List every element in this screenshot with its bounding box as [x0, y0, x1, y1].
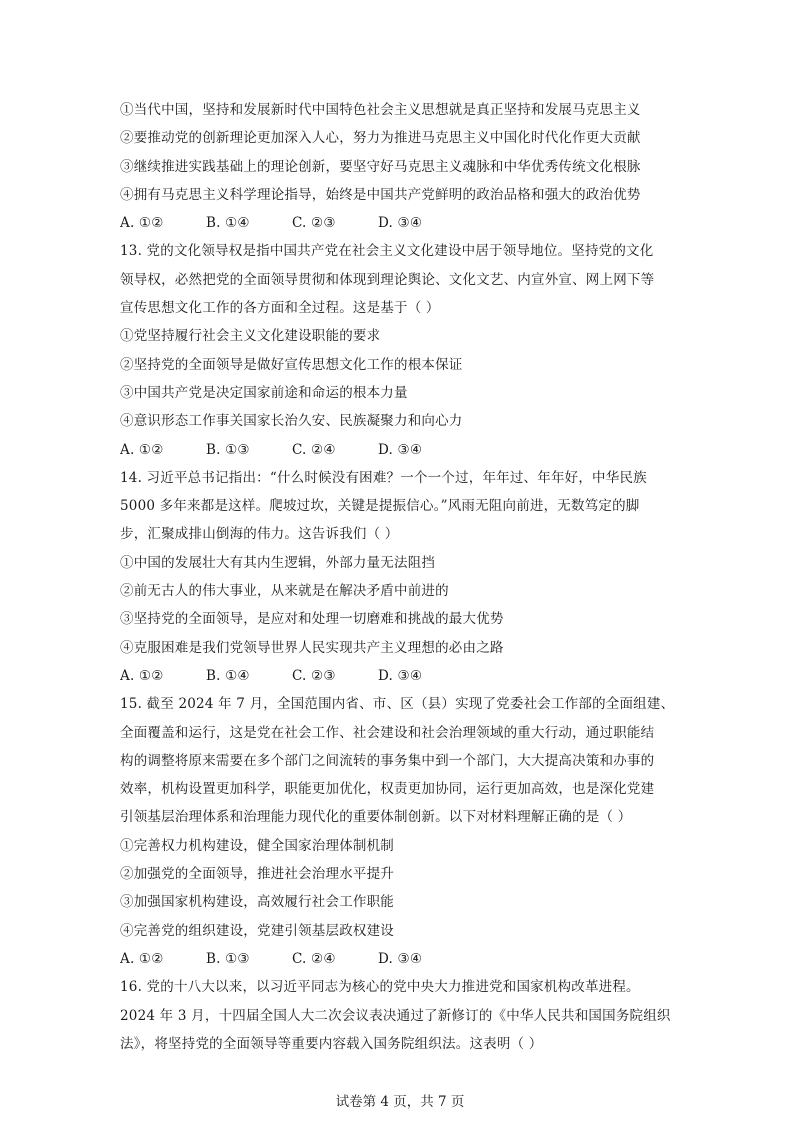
q12-item-2: ②要推动党的创新理论更加深入人心，努力为推进马克思主义中国化时代化作更大贡献	[120, 130, 641, 147]
q13-option-d: D. ③④	[378, 441, 423, 458]
q15-item-1: ①完善权力机构建设，健全国家治理体制机制	[120, 837, 394, 854]
q15-item-3: ③加强国家机构建设，高效履行社会工作职能	[120, 894, 394, 911]
q14-option-c: C. ②③	[292, 667, 336, 684]
q14-option-b: B. ①④	[206, 667, 250, 684]
q15-stem-4: 效率，机构设置更加科学，职能更加优化，权责更加协同，运行更加高效，也是深化党建	[120, 781, 655, 798]
q13-options	[120, 436, 690, 464]
q14-stem-2: 5000 多年来都是这样。爬坡过坎，关键是提振信心。”风雨无阻向前进，无数笃定的脚	[120, 498, 640, 515]
q15-option-d: D. ③④	[378, 950, 423, 967]
q12-options	[120, 209, 690, 237]
q14-options	[120, 662, 690, 690]
q12-option-d: D. ③④	[378, 215, 423, 232]
q13-stem-1: 13. 党的文化领导权是指中国共产党在社会主义文化建设中居于领导地位。坚持党的文化	[120, 243, 654, 260]
q15-options	[120, 945, 690, 973]
q13-item-3: ③中国共产党是决定国家前途和命运的根本力量	[120, 384, 408, 401]
q13-item-4: ④意识形态工作事关国家长治久安、民族凝聚力和向心力	[120, 413, 463, 430]
q13-stem-2: 领导权，必然把党的全面领导贯彻和体现到理论舆论、文化文艺、内宣外宣、网上网下等	[120, 271, 655, 288]
q14-option-d: D. ③④	[378, 667, 423, 684]
q13-item-2: ②坚持党的全面领导是做好宣传思想文化工作的根本保证	[120, 356, 463, 373]
q12-item-3: ③继续推进实践基础上的理论创新，要坚守好马克思主义魂脉和中华优秀传统文化根脉	[120, 158, 641, 175]
q15-stem-2: 全面覆盖和运行，这是党在社会工作、社会建设和社会治理领域的重大行动，通过职能结	[120, 724, 655, 741]
q14-item-2: ②前无古人的伟大事业，从来就是在解决矛盾中前进的	[120, 583, 449, 600]
page-footer: 试卷第 4 页，共 7 页	[335, 1094, 465, 1110]
q15-option-c: C. ②④	[292, 950, 336, 967]
q12-option-a: A. ①②	[120, 215, 164, 232]
q13-item-1: ①党坚持履行社会主义文化建设职能的要求	[120, 328, 381, 345]
q15-option-b: B. ①③	[206, 950, 250, 967]
q14-item-4: ④克服困难是我们党领导世界人民实现共产主义理想的必由之路	[120, 639, 504, 656]
q12-option-b: B. ①④	[206, 215, 250, 232]
q14-item-3: ③坚持党的全面领导，是应对和处理一切磨难和挑战的最大优势	[120, 611, 504, 628]
q13-option-b: B. ①③	[206, 441, 250, 458]
q12-option-c: C. ②③	[292, 215, 336, 232]
q15-option-a: A. ①②	[120, 950, 164, 967]
q15-stem-1: 15. 截至 2024 年 7 月，全国范围内省、市、区（县）实现了党委社会工作部的全面组建、	[120, 696, 675, 713]
q13-option-c: C. ②④	[292, 441, 336, 458]
q15-item-2: ②加强党的全面领导，推进社会治理水平提升	[120, 866, 394, 883]
q16-stem-3: 法》，将坚持党的全面领导等重要内容载入国务院组织法。这表明（ ）	[120, 1035, 543, 1052]
q14-stem-3: 步，汇聚成排山倒海的伟力。这告诉我们（ ）	[120, 526, 399, 543]
q13-option-a: A. ①②	[120, 441, 164, 458]
q16-stem-1: 16. 党的十八大以来，以习近平同志为核心的党中央大力推进党和国家机构改革进程。	[120, 979, 640, 996]
q14-stem-1: 14. 习近平总书记指出：“什么时候没有困难？一个一个过，年年过、年年好，中华民族	[120, 469, 647, 486]
q15-item-4: ④完善党的组织建设，党建引领基层政权建设	[120, 922, 394, 939]
q16-stem-2: 2024 年 3 月，十四届全国人大二次会议表决通过了新修订的《中华人民共和国国务院组织	[120, 1007, 671, 1024]
q13-stem-3: 宣传思想文化工作的各方面和全过程。这是基于（ ）	[120, 300, 440, 317]
q14-option-a: A. ①②	[120, 667, 164, 684]
q14-item-1: ①中国的发展壮大有其内生逻辑，外部力量无法阻挡	[120, 554, 436, 571]
page-content	[120, 96, 690, 1058]
q15-stem-3: 构的调整将原来需要在多个部门之间流转的事务集中到一个部门，大大提高决策和办事的	[120, 752, 655, 769]
q15-stem-5: 引领基层治理体系和治理能力现代化的重要体制创新。以下对材料理解正确的是（ ）	[120, 809, 632, 826]
q12-item-1: ①当代中国，坚持和发展新时代中国特色社会主义思想就是真正坚持和发展马克思主义	[120, 102, 641, 118]
q12-item-4: ④拥有马克思主义科学理论指导，始终是中国共产党鲜明的政治品格和强大的政治优势	[120, 186, 641, 203]
